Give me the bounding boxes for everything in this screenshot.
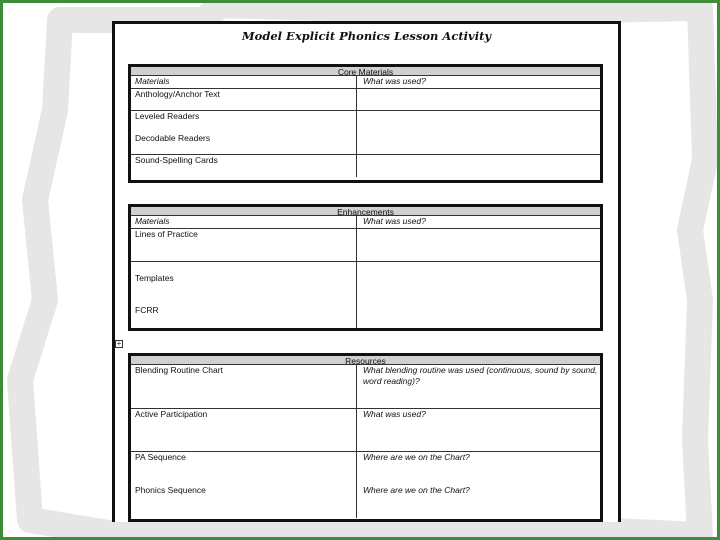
table-header: Enhancements bbox=[131, 207, 600, 216]
resource-prompt[interactable] bbox=[357, 452, 600, 518]
resource-label: PA Sequence bbox=[135, 452, 186, 462]
column-header-materials: Materials bbox=[131, 216, 357, 228]
column-header-used: What was used? bbox=[363, 216, 426, 226]
table-row bbox=[131, 154, 600, 177]
resource-label: Active Participation bbox=[131, 409, 357, 451]
resource-label bbox=[131, 452, 357, 518]
table-row bbox=[131, 228, 600, 261]
resource-label: Blending Routine Chart bbox=[131, 365, 357, 408]
document-title: Model Explicit Phonics Lesson Activity bbox=[241, 29, 492, 43]
table-row bbox=[131, 216, 600, 228]
table-move-handle-icon[interactable]: + bbox=[116, 339, 122, 348]
material-label: FCRR bbox=[135, 305, 159, 315]
material-label: Lines of Practice bbox=[131, 229, 357, 261]
resource-prompt: Where are we on the Chart? bbox=[363, 485, 470, 495]
response-cell[interactable] bbox=[357, 262, 600, 328]
table-header: Resources bbox=[131, 356, 600, 365]
table-header: Core Materials bbox=[131, 67, 600, 76]
column-header-used: What was used? bbox=[363, 76, 426, 86]
material-label: Sound-Spelling Cards bbox=[131, 155, 357, 177]
response-cell[interactable] bbox=[357, 155, 600, 177]
table-row bbox=[131, 110, 600, 154]
enhancements-table bbox=[128, 204, 603, 331]
material-label bbox=[131, 262, 357, 328]
table-row bbox=[131, 408, 600, 451]
table-row bbox=[131, 261, 600, 328]
table-row bbox=[131, 76, 600, 88]
table-row bbox=[131, 88, 600, 110]
table-row bbox=[131, 365, 600, 408]
resource-prompt[interactable]: What blending routine was used (continuous, sound by sound, word reading)? bbox=[363, 365, 598, 386]
table-row bbox=[131, 451, 600, 518]
response-cell[interactable] bbox=[357, 89, 600, 110]
material-label bbox=[131, 111, 357, 154]
resource-prompt: Where are we on the Chart? bbox=[363, 452, 470, 462]
document-page bbox=[112, 21, 621, 522]
material-label: Anthology/Anchor Text bbox=[131, 89, 357, 110]
response-cell[interactable] bbox=[357, 229, 600, 261]
material-label: Decodable Readers bbox=[135, 133, 211, 143]
resource-label: Phonics Sequence bbox=[135, 485, 206, 495]
column-header-materials: Materials bbox=[131, 76, 357, 88]
core-materials-table bbox=[128, 64, 603, 183]
resources-table bbox=[128, 353, 603, 522]
material-label: Templates bbox=[135, 273, 174, 283]
resource-prompt[interactable]: What was used? bbox=[363, 409, 426, 419]
response-cell[interactable] bbox=[357, 111, 600, 154]
material-label: Leveled Readers bbox=[135, 111, 200, 121]
